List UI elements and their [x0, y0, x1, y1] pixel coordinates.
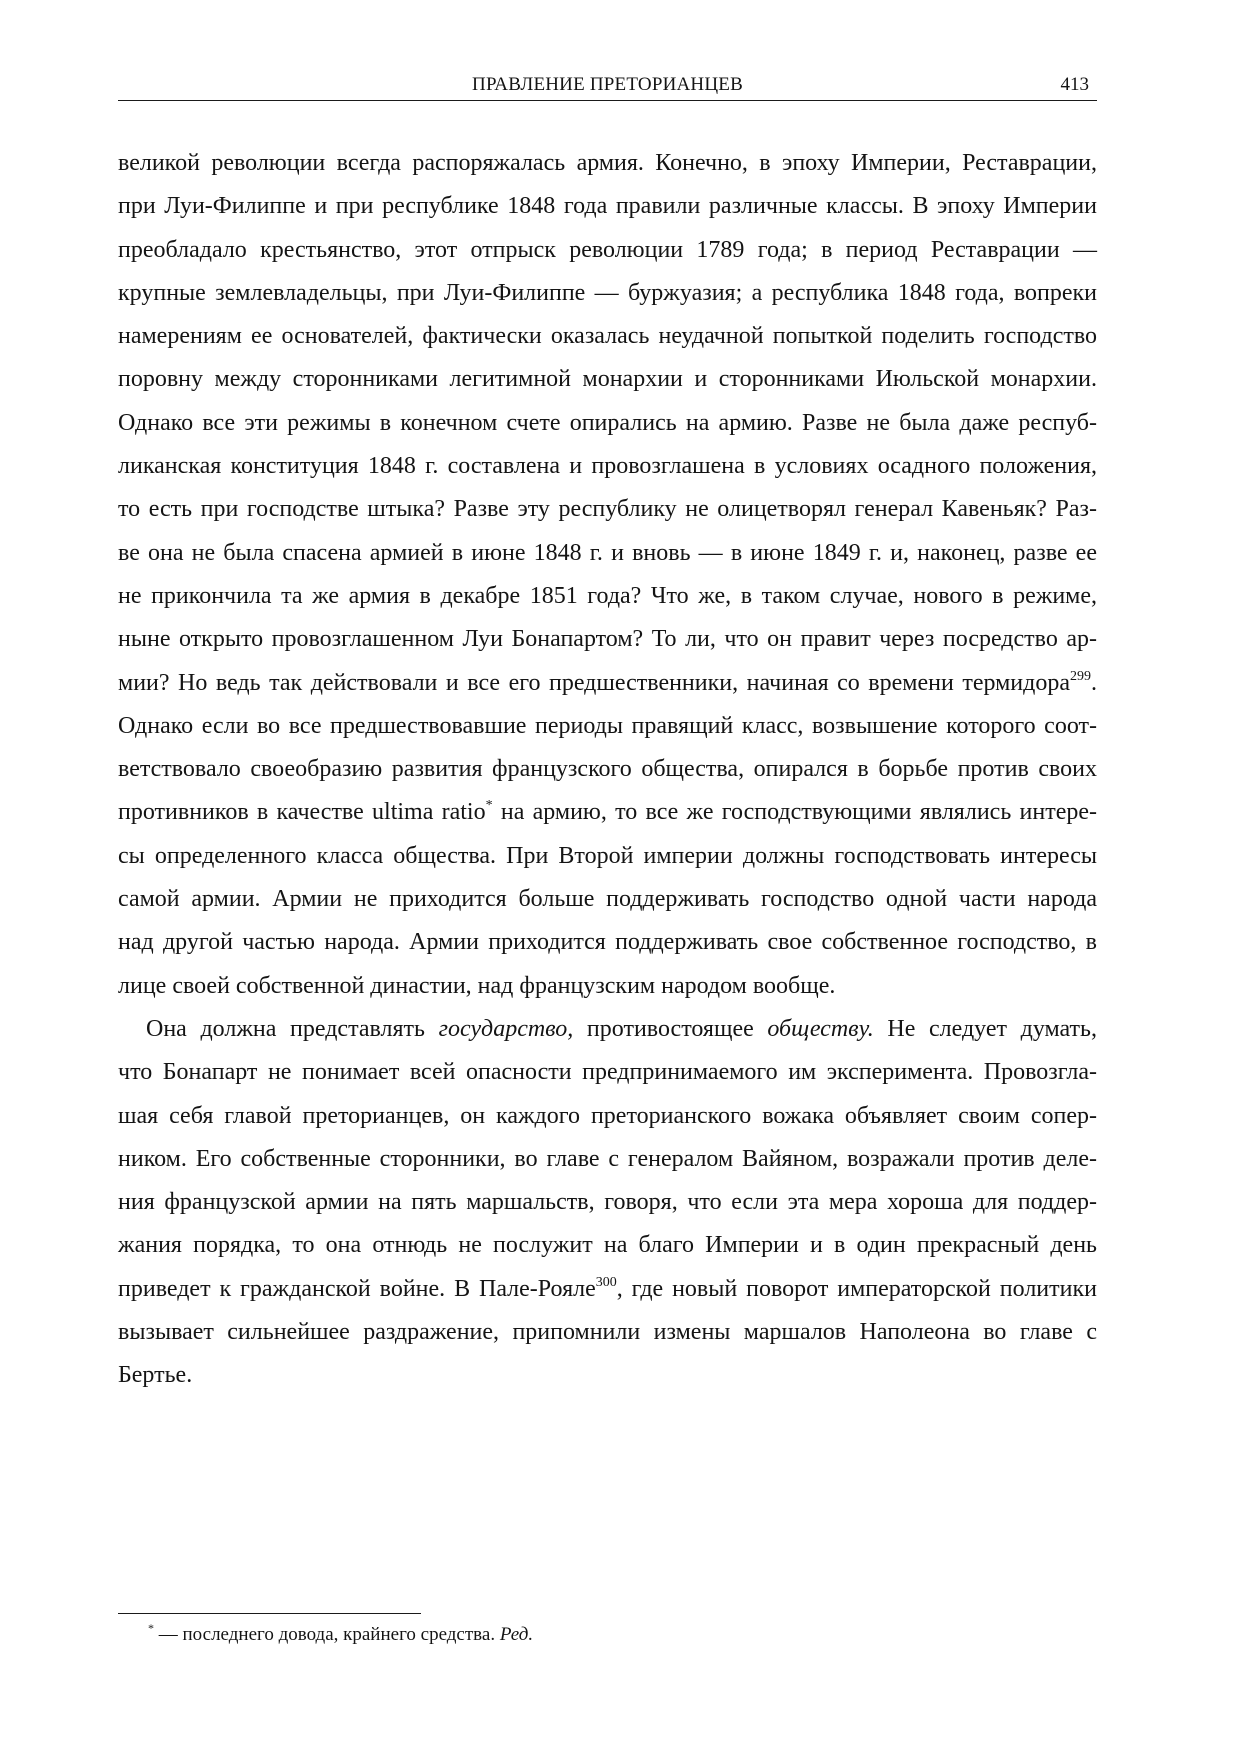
text-line: преобладало крестьянство, этот отпрыск революции 1789 года; в период Реставрации — — [118, 236, 1097, 263]
text-line: Однако если во все предшествовавшие периоды правящий класс, возвышение которого соот- — [118, 712, 1097, 739]
footnote-text: — последнего довода, крайнего средства. — [154, 1624, 500, 1645]
text-run: на армию, то все же господствующими являлись интере- — [492, 799, 1097, 826]
text-line: ветствовало своеобразию развития французского общества, опирался в борьбе против своих — [118, 756, 1097, 783]
footnote-ref-299[interactable]: 299 — [1070, 668, 1091, 684]
text-line: жания порядка, то она отнюдь не послужит на благо Империи и в один прекрасный день — [118, 1232, 1097, 1259]
text-run: , где новый поворот императорской политики — [616, 1275, 1097, 1302]
text-line — [118, 1008, 1097, 1051]
text-line: ныне открыто провозглашенном Луи Бонапартом? То ли, что он правит через посредство ар- — [118, 626, 1097, 653]
page-number: 413 — [1060, 74, 1089, 95]
text-line: Однако все эти режимы в конечном счете опирались на армию. Разве не была даже респуб- — [118, 409, 1097, 436]
running-header — [118, 72, 1097, 101]
emphasis-text: государство, — [438, 1015, 574, 1042]
text-line: самой армии. Армии не приходится больше поддерживать господство одной части народа — [118, 886, 1097, 913]
text-line: великой революции всегда распоряжалась армия. Конечно, в эпоху Империи, Реставрации, — [118, 150, 1097, 176]
paragraph — [118, 1008, 1097, 1398]
text-run: Не следует думать, — [873, 1015, 1097, 1042]
running-title: ПРАВЛЕНИЕ ПРЕТОРИАНЦЕВ — [472, 74, 743, 95]
text-run: противостоящее — [573, 1015, 768, 1042]
text-line: то есть при господстве штыка? Разве эту республику не олицетворял генерал Кавеньяк? Раз- — [118, 496, 1097, 523]
text-line: сы определенного класса общества. При Второй империи должны господствовать интересы — [118, 842, 1097, 869]
text-line: над другой частью народа. Армии приходится поддерживать свое собственное господство, в — [118, 929, 1097, 956]
text-line — [118, 791, 1097, 834]
text-line: ве она не была спасена армией в июне 1848 г. и вновь — в июне 1849 г. и, наконец, разве ее — [118, 539, 1097, 566]
footnote-ref-asterisk[interactable]: * — [485, 798, 493, 814]
body-text — [118, 142, 1097, 1398]
text-line: что Бонапарт не понимает всей опасности предпринимаемого им эксперимента. Провозгла- — [118, 1059, 1097, 1086]
text-line: намерениям ее основателей, фактически оказалась неудачной попыткой поделить господство — [118, 323, 1097, 350]
text-line: при Луи-Филиппе и при республике 1848 года правили различные классы. В эпоху Империи — [118, 193, 1097, 220]
text-line: Бертье. — [118, 1362, 193, 1389]
text-line: ния французской армии на пять маршальств, говоря, что если эта мера хороша для поддер- — [118, 1189, 1097, 1216]
text-line: лице своей собственной династии, над французским народом вообще. — [118, 972, 836, 999]
text-line: не прикончила та же армия в декабре 1851 года? Что же, в таком случае, нового в режиме, — [118, 582, 1097, 609]
text-line: ником. Его собственные сторонники, во главе с генералом Вайяном, возражали против деле- — [118, 1145, 1097, 1172]
emphasis-text: обществу. — [767, 1015, 874, 1042]
text-line — [118, 662, 1097, 705]
text-line — [118, 1268, 1097, 1311]
footnote-editor-mark: Ред. — [499, 1624, 534, 1645]
text-line: вызывает сильнейшее раздражение, припомнили измены маршалов Наполеона во главе с — [118, 1319, 1097, 1346]
paragraph — [118, 142, 1097, 1008]
footnote-divider — [118, 1613, 421, 1614]
text-line: крупные землевладельцы, при Луи-Филиппе — буржуазия; а республика 1848 года, вопреки — [118, 279, 1097, 306]
text-line: поровну между сторонниками легитимной монархии и сторонниками Июльской монархии. — [118, 366, 1097, 393]
text-run: мии? Но ведь так действовали и все его предшественники, начиная со времени термидора — [118, 669, 1070, 696]
footnote — [148, 1621, 534, 1646]
text-run: . — [1091, 669, 1097, 696]
text-line: шая себя главой преторианцев, он каждого преторианского вожака объявляет своим сопер- — [118, 1102, 1097, 1129]
text-line: ликанская конституция 1848 г. составлена и провозглашена в условиях осадного положения, — [118, 453, 1097, 480]
text-run: Она должна представлять — [146, 1015, 439, 1042]
footnote-marker: * — [148, 1621, 154, 1635]
footnote-ref-300[interactable]: 300 — [595, 1274, 617, 1290]
text-run: приведет к гражданской войне. В Пале-Рояле — [118, 1275, 596, 1302]
text-run: противников в качестве ultima ratio — [118, 799, 486, 826]
